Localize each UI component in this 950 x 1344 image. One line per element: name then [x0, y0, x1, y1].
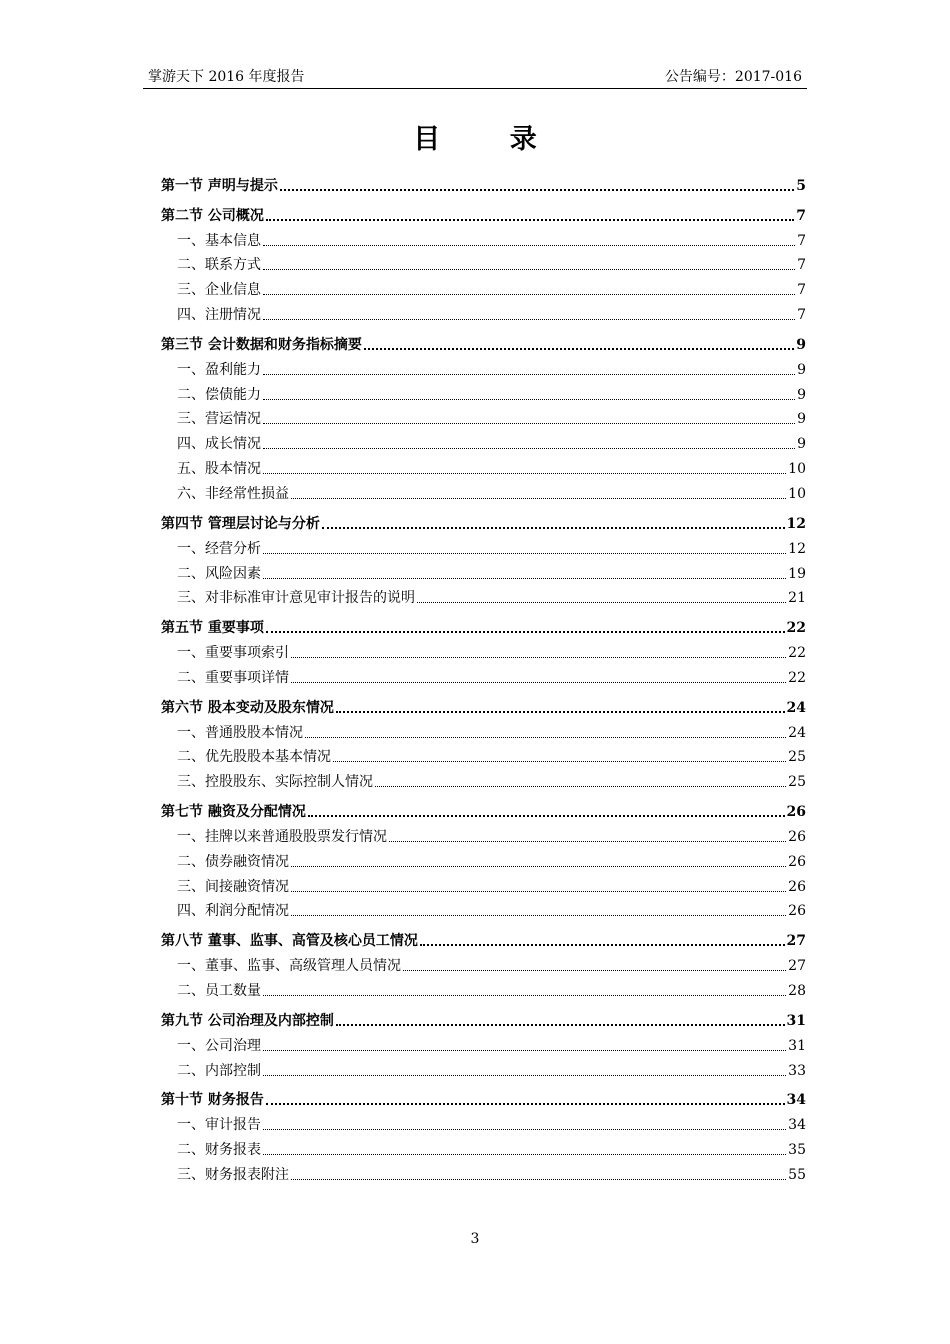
toc-section-entry[interactable]	[161, 200, 806, 225]
toc-dot-leader	[266, 631, 785, 633]
toc-section-entry[interactable]	[161, 692, 806, 717]
toc-dot-leader	[364, 348, 794, 350]
toc-section-entry[interactable]	[161, 508, 806, 533]
toc-dot-leader	[305, 737, 786, 738]
toc-dot-leader	[280, 189, 794, 191]
toc-entry-label: 第七节 融资及分配情况	[161, 804, 306, 821]
toc-dot-leader	[291, 1179, 786, 1180]
toc-entry-label: 第一节 声明与提示	[161, 177, 278, 194]
toc-dot-leader	[263, 553, 786, 554]
toc-entry-page: 26	[788, 853, 806, 870]
toc-entry-label: 三、企业信息	[177, 282, 261, 299]
toc-entry-label: 一、公司治理	[177, 1037, 261, 1054]
toc-entry-page: 25	[788, 774, 806, 791]
toc-dot-leader	[336, 711, 785, 713]
toc-entry-page: 26	[788, 903, 806, 920]
toc-entry-page: 9	[797, 436, 806, 453]
toc-dot-leader	[263, 1050, 786, 1051]
toc-subsection-entry[interactable]	[161, 558, 806, 583]
toc-entry-label: 一、重要事项索引	[177, 645, 289, 662]
toc-entry-page: 10	[788, 485, 806, 502]
toc-entry-page: 5	[796, 177, 806, 194]
toc-entry-label: 一、经营分析	[177, 540, 261, 557]
toc-entry-label: 一、审计报告	[177, 1117, 261, 1134]
toc-entry-page: 31	[788, 1037, 806, 1054]
toc-entry-page: 9	[797, 361, 806, 378]
toc-entry-label: 一、挂牌以来普通股股票发行情况	[177, 828, 387, 845]
toc-entry-label: 二、偿债能力	[177, 386, 261, 403]
toc-entry-label: 二、风险因素	[177, 565, 261, 582]
toc-entry-page: 34	[788, 1117, 806, 1134]
toc-subsection-entry[interactable]	[161, 1109, 806, 1134]
toc-entry-page: 22	[788, 669, 806, 686]
toc-dot-leader	[322, 527, 785, 529]
toc-dot-leader	[266, 219, 794, 221]
toc-dot-leader	[403, 970, 786, 971]
toc-dot-leader	[417, 602, 786, 603]
toc-subsection-entry[interactable]	[161, 766, 806, 791]
toc-dot-leader	[263, 269, 795, 270]
toc-subsection-entry[interactable]	[161, 821, 806, 846]
toc-dot-leader	[263, 294, 795, 295]
toc-subsection-entry[interactable]	[161, 871, 806, 896]
toc-dot-leader	[291, 682, 786, 683]
toc-entry-page: 22	[786, 620, 806, 637]
toc-dot-leader	[263, 1154, 786, 1155]
toc-entry-page: 27	[788, 958, 806, 975]
toc-dot-leader	[266, 1103, 785, 1105]
toc-entry-page: 24	[786, 699, 806, 716]
toc-subsection-entry[interactable]	[161, 975, 806, 1000]
toc-entry-label: 三、对非标准审计意见审计报告的说明	[177, 590, 415, 607]
toc-dot-leader	[263, 995, 786, 996]
toc-subsection-entry[interactable]	[161, 1030, 806, 1055]
toc-subsection-entry[interactable]	[161, 846, 806, 871]
toc-dot-leader	[263, 319, 795, 320]
toc-entry-page: 26	[788, 828, 806, 845]
toc-entry-page: 7	[797, 257, 806, 274]
toc-dot-leader	[375, 786, 786, 787]
toc-entry-label: 三、控股股东、实际控制人情况	[177, 774, 373, 791]
toc-entry-label: 第三节 会计数据和财务指标摘要	[161, 336, 362, 353]
toc-entry-label: 一、普通股股本情况	[177, 724, 303, 741]
toc-entry-label: 三、营运情况	[177, 411, 261, 428]
toc-dot-leader	[263, 399, 795, 400]
toc-subsection-entry[interactable]	[161, 1055, 806, 1080]
toc-subsection-entry[interactable]	[161, 225, 806, 250]
toc-entry-label: 三、财务报表附注	[177, 1166, 289, 1183]
header-divider	[143, 88, 807, 89]
toc-dot-leader	[291, 498, 786, 499]
toc-entry-label: 二、内部控制	[177, 1062, 261, 1079]
toc-entry-label: 六、非经常性损益	[177, 485, 289, 502]
toc-entry-page: 26	[786, 804, 806, 821]
toc-dot-leader	[291, 657, 786, 658]
toc-subsection-entry[interactable]	[161, 1159, 806, 1184]
toc-section-entry[interactable]	[161, 1005, 806, 1030]
page-header	[143, 66, 807, 88]
toc-entry-page: 24	[788, 724, 806, 741]
toc-entry-label: 第八节 董事、监事、高管及核心员工情况	[161, 933, 418, 950]
toc-dot-leader	[263, 578, 786, 579]
toc-entry-label: 二、财务报表	[177, 1142, 261, 1159]
toc-subsection-entry[interactable]	[161, 950, 806, 975]
toc-subsection-entry[interactable]	[161, 742, 806, 767]
page-number: 3	[470, 1231, 480, 1247]
toc-entry-label: 一、基本信息	[177, 232, 261, 249]
toc-subsection-entry[interactable]	[161, 478, 806, 503]
toc-entry-label: 四、利润分配情况	[177, 903, 289, 920]
toc-entry-label: 四、成长情况	[177, 436, 261, 453]
toc-section-entry[interactable]	[161, 612, 806, 637]
toc-dot-leader	[263, 1129, 786, 1130]
toc-entry-label: 第四节 管理层讨论与分析	[161, 515, 320, 532]
toc-subsection-entry[interactable]	[161, 274, 806, 299]
toc-entry-label: 第五节 重要事项	[161, 620, 264, 637]
toc-subsection-entry[interactable]	[161, 1134, 806, 1159]
toc-subsection-entry[interactable]	[161, 583, 806, 608]
header-report-title: 掌游天下 2016 年度报告	[148, 69, 305, 85]
toc-section-entry[interactable]	[161, 329, 806, 354]
toc-subsection-entry[interactable]	[161, 250, 806, 275]
toc-entry-label: 二、员工数量	[177, 983, 261, 999]
toc-dot-leader	[263, 374, 795, 375]
toc-dot-leader	[389, 841, 786, 842]
toc-subsection-entry[interactable]	[161, 662, 806, 687]
toc-section-entry[interactable]	[161, 1085, 806, 1110]
toc-entry-page: 31	[786, 1012, 806, 1029]
toc-subsection-entry[interactable]	[161, 717, 806, 742]
toc-subsection-entry[interactable]	[161, 453, 806, 478]
toc-section-entry[interactable]	[161, 925, 806, 950]
toc-dot-leader	[263, 245, 795, 246]
toc-entry-label: 第二节 公司概况	[161, 207, 264, 224]
toc-entry-page: 27	[786, 933, 806, 950]
toc-dot-leader	[291, 866, 786, 867]
toc-subsection-entry[interactable]	[161, 428, 806, 453]
page-title: 目 录	[413, 124, 567, 155]
header-announcement-number: 公告编号：2017-016	[664, 69, 802, 85]
toc-dot-leader	[291, 915, 786, 916]
toc-subsection-entry[interactable]	[161, 896, 806, 921]
toc-entry-label: 五、股本情况	[177, 461, 261, 478]
toc-entry-label: 一、盈利能力	[177, 361, 261, 378]
toc-entry-label: 一、董事、监事、高级管理人员情况	[177, 958, 401, 975]
table-of-contents	[161, 170, 806, 1184]
toc-dot-leader	[333, 761, 786, 762]
toc-entry-label: 第十节 财务报告	[161, 1092, 264, 1109]
toc-entry-label: 二、优先股股本基本情况	[177, 749, 331, 766]
toc-entry-label: 二、联系方式	[177, 257, 261, 274]
toc-entry-page: 55	[788, 1166, 806, 1183]
toc-dot-leader	[263, 1075, 786, 1076]
toc-entry-label: 第六节 股本变动及股东情况	[161, 699, 334, 716]
toc-dot-leader	[336, 1024, 785, 1026]
toc-entry-label: 三、间接融资情况	[177, 878, 289, 895]
toc-entry-label: 第九节 公司治理及内部控制	[161, 1012, 334, 1029]
toc-subsection-entry[interactable]	[161, 404, 806, 429]
toc-entry-label: 二、债券融资情况	[177, 853, 289, 870]
toc-entry-page: 22	[788, 645, 806, 662]
toc-subsection-entry[interactable]	[161, 299, 806, 324]
toc-entry-page: 33	[788, 1062, 806, 1079]
toc-entry-page: 9	[797, 386, 806, 403]
toc-dot-leader	[420, 944, 785, 946]
toc-entry-page: 7	[797, 282, 806, 299]
toc-entry-page: 7	[796, 207, 806, 224]
toc-subsection-entry[interactable]	[161, 354, 806, 379]
toc-dot-leader	[291, 891, 786, 892]
toc-entry-page: 25	[788, 749, 806, 766]
toc-entry-page: 35	[788, 1142, 806, 1159]
toc-entry-page: 9	[797, 411, 806, 428]
toc-entry-page: 7	[797, 307, 806, 324]
toc-entry-page: 21	[788, 590, 806, 607]
toc-dot-leader	[308, 815, 785, 817]
toc-entry-page: 10	[788, 461, 806, 478]
toc-entry-label: 二、重要事项详情	[177, 669, 289, 686]
toc-subsection-entry[interactable]	[161, 637, 806, 662]
toc-section-entry[interactable]	[161, 796, 806, 821]
toc-subsection-entry[interactable]	[161, 533, 806, 558]
toc-dot-leader	[263, 448, 795, 449]
toc-entry-label: 四、注册情况	[177, 307, 261, 324]
toc-subsection-entry[interactable]	[161, 379, 806, 404]
toc-entry-page: 7	[797, 232, 806, 249]
toc-entry-page: 19	[788, 565, 806, 582]
toc-entry-page: 12	[788, 540, 806, 557]
toc-dot-leader	[263, 473, 786, 474]
toc-entry-page: 28	[788, 983, 806, 999]
toc-section-entry[interactable]	[161, 170, 806, 195]
toc-entry-page: 26	[788, 878, 806, 895]
toc-entry-page: 12	[786, 515, 806, 532]
toc-entry-page: 9	[796, 336, 806, 353]
toc-dot-leader	[263, 423, 795, 424]
toc-entry-page: 34	[786, 1092, 806, 1109]
